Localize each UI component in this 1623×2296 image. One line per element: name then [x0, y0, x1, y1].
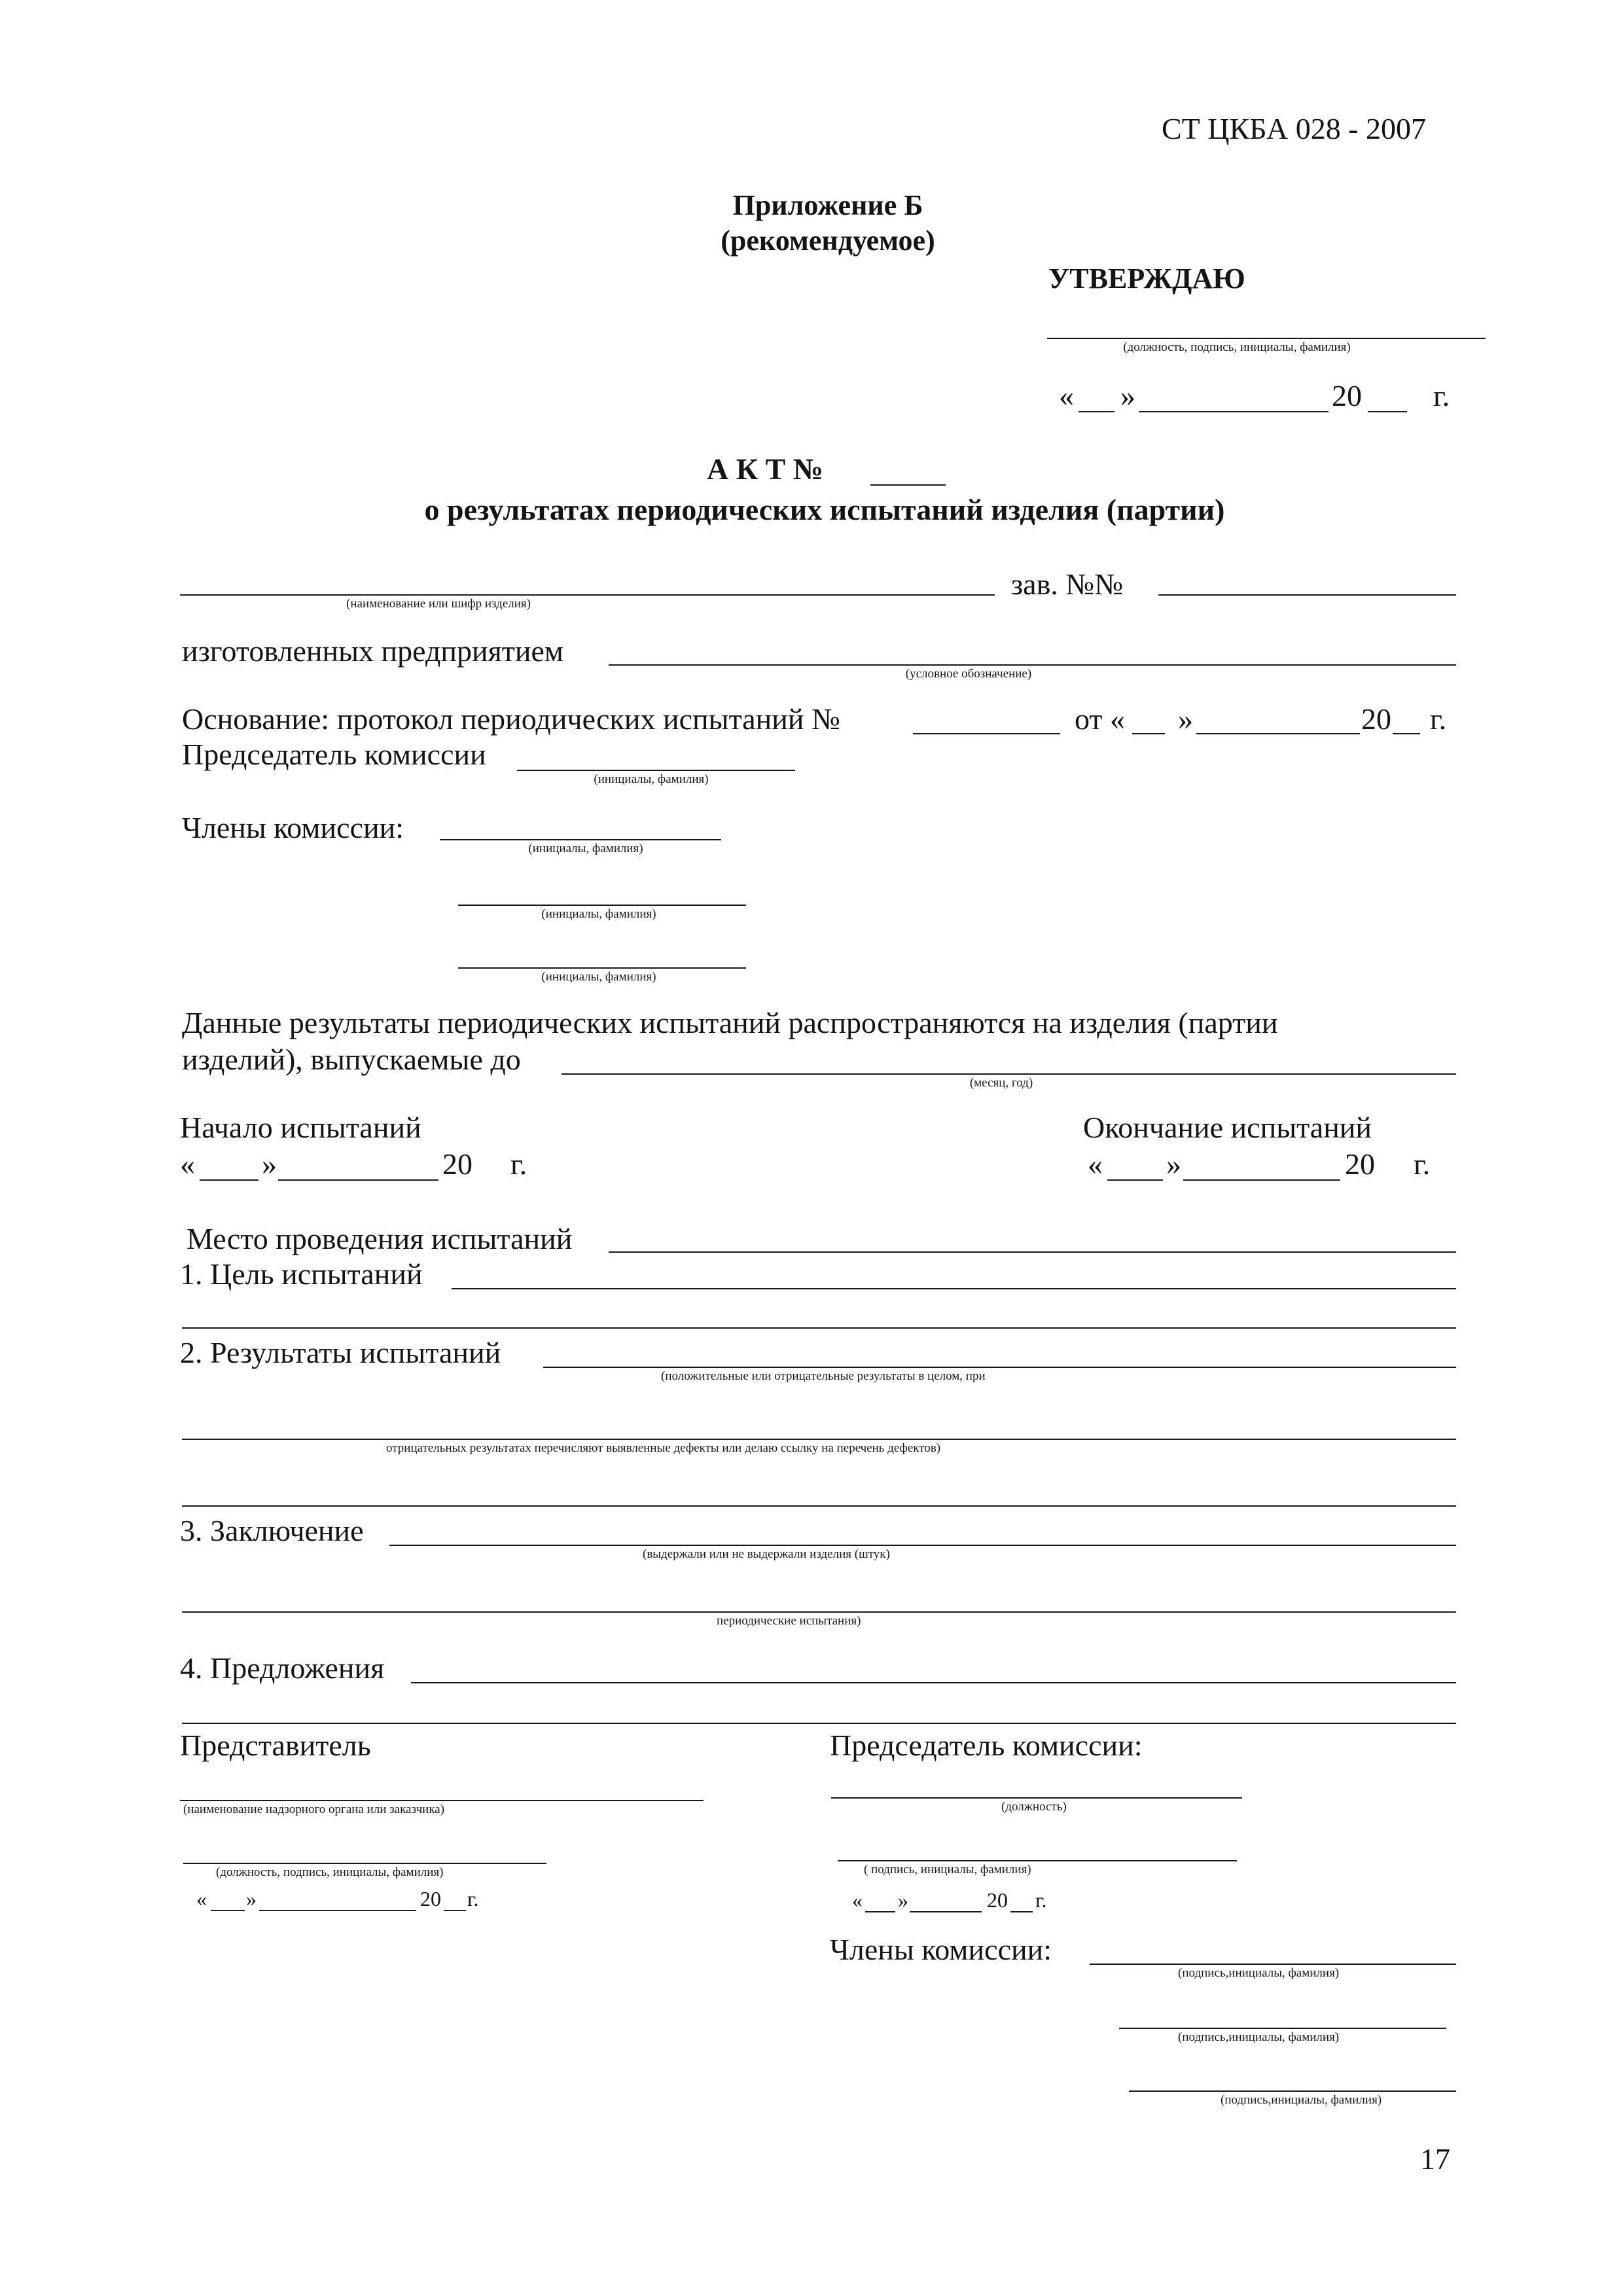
approve-year-line — [1368, 411, 1407, 412]
proposals-line-2 — [182, 1723, 1456, 1724]
results-line-2 — [182, 1439, 1456, 1440]
chairman-label: Председатель комиссии — [182, 738, 486, 771]
chair-person-line — [838, 1860, 1237, 1861]
results-line — [543, 1367, 1456, 1368]
basis-from: от « — [1075, 702, 1125, 736]
member-line-1 — [440, 839, 721, 840]
chair-position-line — [831, 1797, 1242, 1799]
approve-date-open: « — [1059, 379, 1074, 412]
results-caption-1: (положительные или отрицательные результаты в целом, при — [661, 1369, 986, 1383]
appendix-subtitle: (рекомендуемое) — [721, 224, 935, 257]
end-label: Окончание испытаний — [1083, 1111, 1372, 1144]
results-label: 2. Результаты испытаний — [180, 1336, 501, 1369]
member-line-3 — [458, 967, 746, 969]
serial-line — [1158, 594, 1456, 596]
rep-org-caption: (наименование надзорного органа или заказчика) — [183, 1803, 445, 1816]
document-code: СТ ЦКБА 028 - 2007 — [1162, 112, 1427, 145]
page-number: 17 — [1420, 2142, 1450, 2176]
basis-year: 20 — [1361, 702, 1391, 736]
chairman-caption: (инициалы, фамилия) — [594, 772, 709, 786]
goal-line — [452, 1288, 1456, 1289]
conclusion-line — [389, 1545, 1456, 1546]
rep-date-close: » — [246, 1887, 257, 1910]
start-year-prefix: 20 — [442, 1147, 473, 1181]
product-line — [180, 594, 995, 596]
rep-person-caption: (должность, подпись, инициалы, фамилия) — [216, 1865, 444, 1879]
chairman-line — [517, 770, 795, 771]
chair-day-line — [865, 1911, 895, 1912]
end-date-open: « — [1088, 1147, 1103, 1181]
end-year-prefix: 20 — [1345, 1147, 1375, 1181]
product-caption: (наименование или шифр изделия) — [346, 597, 531, 611]
sign-member-line-2 — [1119, 2028, 1446, 2029]
act-title: А К Т № — [707, 452, 823, 486]
results-line-3 — [182, 1505, 1456, 1507]
approve-label: УТВЕРЖДАЮ — [1048, 262, 1245, 295]
conclusion-caption-2: периодические испытания) — [717, 1614, 861, 1628]
sign-members-label: Члены комиссии: — [830, 1933, 1052, 1966]
chair-date-open: « — [852, 1888, 863, 1912]
manufacturer-line — [609, 664, 1456, 666]
rep-year-suffix: г. — [467, 1887, 479, 1910]
protocol-number-line — [913, 733, 1060, 734]
chair-date-close: » — [898, 1888, 908, 1912]
basis-date-close: » — [1178, 702, 1193, 736]
member-line-2 — [458, 905, 746, 906]
start-year-suffix: г. — [510, 1147, 527, 1181]
basis-year-suffix: г. — [1430, 702, 1447, 736]
chair-year-line — [1010, 1911, 1033, 1912]
basis-year-line — [1393, 733, 1420, 734]
goal-label: 1. Цель испытаний — [180, 1257, 423, 1291]
manufactured-label: изготовленных предприятием — [182, 634, 563, 668]
approve-day-line — [1079, 411, 1115, 412]
end-date-close: » — [1166, 1147, 1181, 1181]
chair-month-line — [910, 1911, 982, 1912]
member-caption-2: (инициалы, фамилия) — [541, 907, 656, 921]
member-caption-1: (инициалы, фамилия) — [528, 842, 643, 855]
start-date-close: » — [262, 1147, 277, 1181]
sign-member-caption-2: (подпись,инициалы, фамилия) — [1178, 2030, 1340, 2044]
approve-year-prefix: 20 — [1332, 379, 1362, 412]
approve-date-close: » — [1120, 379, 1135, 412]
start-date-open: « — [180, 1147, 195, 1181]
chair-sign-label: Председатель комиссии: — [830, 1729, 1143, 1762]
basis-day-line — [1132, 733, 1165, 734]
sign-member-line-3 — [1129, 2090, 1456, 2092]
conclusion-line-2 — [182, 1611, 1456, 1613]
start-month-line — [278, 1179, 438, 1181]
basis-month-line — [1196, 733, 1360, 734]
sign-member-line-1 — [1090, 1964, 1456, 1965]
end-month-line — [1183, 1179, 1340, 1181]
chair-position-caption: (должность) — [1001, 1800, 1067, 1814]
proposals-line — [411, 1682, 1456, 1683]
act-number-line — [870, 484, 946, 486]
rep-label: Представитель — [180, 1729, 371, 1762]
extends-text-line2: изделий), выпускаемые до — [182, 1043, 521, 1076]
appendix-title: Приложение Б — [732, 189, 923, 221]
rep-year-prefix: 20 — [420, 1887, 441, 1910]
conclusion-label: 3. Заключение — [180, 1514, 364, 1547]
month-year-caption: (месяц, год) — [969, 1076, 1033, 1090]
end-year-suffix: г. — [1414, 1147, 1431, 1181]
act-subtitle: о результатах периодических испытаний изделия (партии) — [424, 493, 1225, 526]
approve-month-line — [1139, 411, 1329, 412]
start-label: Начало испытаний — [180, 1111, 421, 1144]
place-line — [609, 1251, 1456, 1253]
basis-label: Основание: протокол периодических испытаний № — [182, 702, 840, 736]
rep-org-line — [180, 1800, 704, 1801]
rep-month-line — [259, 1910, 416, 1911]
chair-person-caption: ( подпись, инициалы, фамилия) — [864, 1863, 1031, 1876]
proposals-label: 4. Предложения — [180, 1651, 385, 1685]
rep-year-line — [444, 1910, 466, 1911]
conclusion-caption-1: (выдержали или не выдержали изделия (штук) — [643, 1547, 890, 1561]
goal-line-2 — [182, 1327, 1456, 1329]
members-label: Члены комиссии: — [182, 811, 404, 844]
member-caption-3: (инициалы, фамилия) — [541, 970, 656, 984]
chair-year-suffix: г. — [1035, 1888, 1047, 1912]
extends-text-line1: Данные результаты периодических испытаний распространяются на изделия (партии — [182, 1006, 1278, 1039]
rep-person-line — [183, 1863, 546, 1864]
rep-day-line — [211, 1910, 245, 1911]
results-caption-2: отрицательных результатах перечисляют выявленные дефекты или делаю ссылку на перечень дефектов) — [386, 1441, 941, 1455]
approve-year-suffix: г. — [1433, 379, 1450, 412]
place-label: Место проведения испытаний — [187, 1222, 573, 1255]
end-day-line — [1107, 1179, 1163, 1181]
rep-date-open: « — [196, 1887, 207, 1910]
chair-year-prefix: 20 — [987, 1888, 1008, 1912]
sign-member-caption-1: (подпись,инициалы, фамилия) — [1178, 1966, 1340, 1980]
approve-signature-line — [1047, 338, 1486, 339]
start-day-line — [200, 1179, 259, 1181]
sign-member-caption-3: (подпись,инициалы, фамилия) — [1221, 2093, 1382, 2107]
release-date-line — [562, 1073, 1456, 1075]
approve-caption: (должность, подпись, инициалы, фамилия) — [1123, 340, 1351, 354]
designation-caption: (условное обозначение) — [905, 667, 1032, 681]
serial-label: зав. №№ — [1011, 567, 1124, 601]
